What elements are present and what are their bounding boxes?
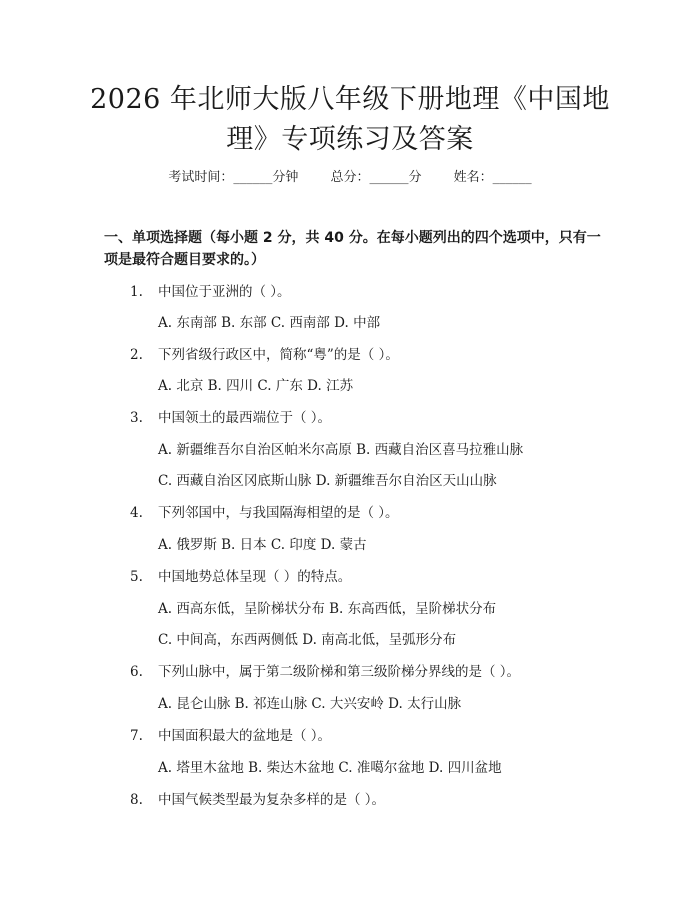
question-text: 中国领土的最西端位于（ ）。 — [158, 410, 332, 426]
question-text: 中国地势总体呈现（ ）的特点。 — [158, 569, 352, 585]
question-5-options-line-1: A. 西高东低，呈阶梯状分布 B. 东高西低，呈阶梯状分布 — [158, 601, 497, 617]
exam-time-field: 考试时间：______分钟 — [168, 170, 299, 185]
question-number: 7. — [130, 728, 143, 744]
question-number: 5. — [130, 569, 143, 585]
question-number: 2. — [130, 347, 143, 363]
question-1 — [130, 282, 610, 302]
question-3-options-line-1: A. 新疆维吾尔自治区帕米尔高原 B. 西藏自治区喜马拉雅山脉 — [158, 442, 524, 458]
question-5 — [130, 567, 610, 587]
question-4-options: A. 俄罗斯 B. 日本 C. 印度 D. 蒙古 — [158, 537, 367, 553]
exam-meta — [0, 168, 700, 188]
student-name-field: 姓名：______ — [453, 170, 532, 185]
question-7 — [130, 726, 610, 746]
question-text: 中国面积最大的盆地是（ ）。 — [158, 728, 332, 744]
question-6 — [130, 662, 610, 682]
question-3-options-line-2: C. 西藏自治区冈底斯山脉 D. 新疆维吾尔自治区天山山脉 — [158, 473, 497, 489]
question-text: 下列山脉中，属于第二级阶梯和第三级阶梯分界线的是（ ）。 — [158, 664, 521, 680]
page-title — [60, 80, 640, 160]
question-number: 6. — [130, 664, 143, 680]
question-1-options: A. 东南部 B. 东部 C. 西南部 D. 中部 — [158, 315, 381, 331]
question-2-options: A. 北京 B. 四川 C. 广东 D. 江苏 — [158, 378, 354, 394]
question-3 — [130, 408, 610, 428]
question-number: 1. — [130, 284, 143, 300]
question-8 — [130, 790, 610, 810]
section-heading-single-choice: 一、单项选择题（每小题 2 分，共 40 分。在每小题列出的四个选项中，只有一项是最符合题目要求的。） — [104, 230, 601, 268]
question-number: 8. — [130, 792, 143, 808]
question-number: 4. — [130, 505, 143, 521]
question-2 — [130, 345, 610, 365]
title-line-2: 理》专项练习及答案 — [226, 124, 474, 155]
question-number: 3. — [130, 410, 143, 426]
title-line-1: 2026 年北师大版八年级下册地理《中国地 — [90, 84, 610, 115]
question-5-options-line-2: C. 中间高，东西两侧低 D. 南高北低，呈弧形分布 — [158, 632, 457, 648]
question-7-options: A. 塔里木盆地 B. 柴达木盆地 C. 准噶尔盆地 D. 四川盆地 — [158, 760, 502, 776]
question-text: 下列省级行政区中，简称“粤”的是（ ）。 — [158, 347, 399, 363]
question-6-options: A. 昆仑山脉 B. 祁连山脉 C. 大兴安岭 D. 太行山脉 — [158, 696, 462, 712]
question-text: 中国气候类型最为复杂多样的是（ ）。 — [158, 792, 386, 808]
question-text: 中国位于亚洲的（ ）。 — [158, 284, 291, 300]
total-score-field: 总分：______分 — [330, 170, 422, 185]
question-4 — [130, 503, 610, 523]
question-text: 下列邻国中，与我国隔海相望的是（ ）。 — [158, 505, 399, 521]
